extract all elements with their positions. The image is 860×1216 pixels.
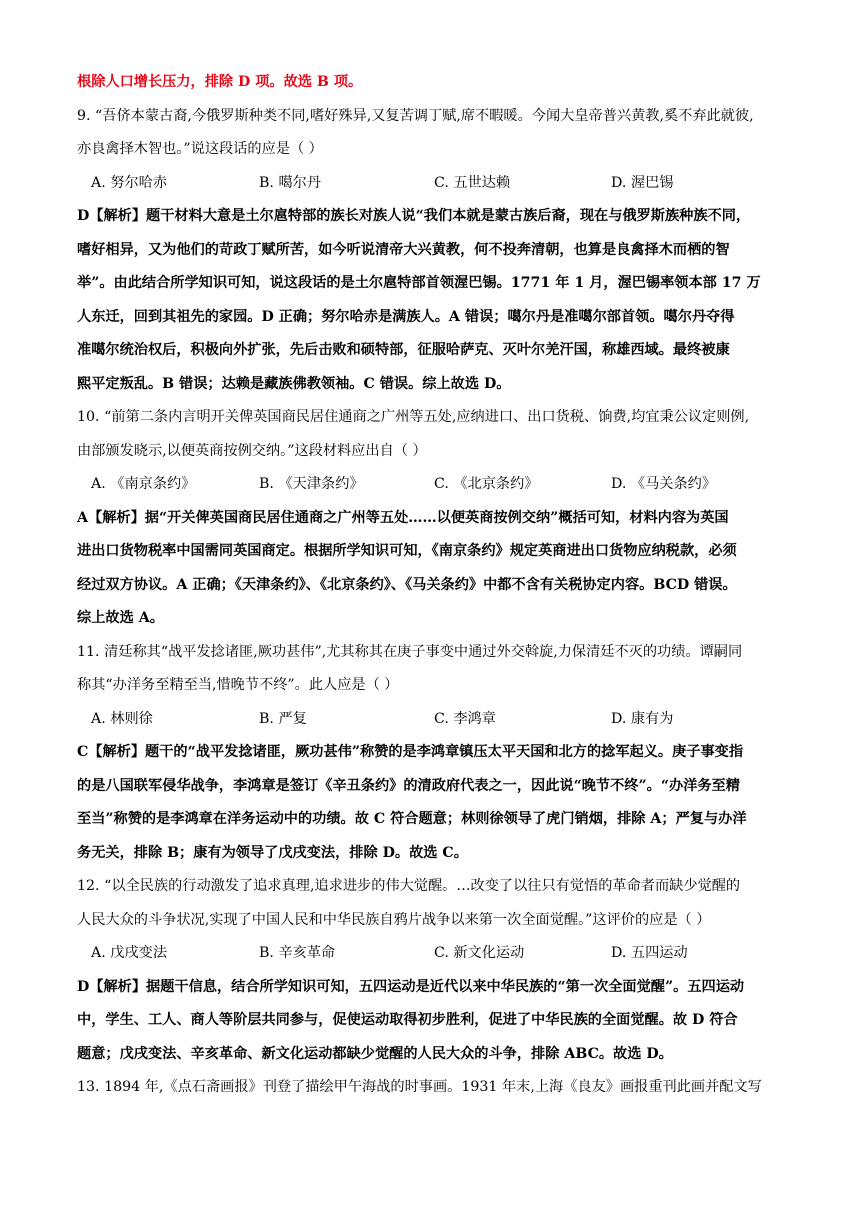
question-text-line: 11. 清廷称其“战平发捻诸匪,厥功甚伟”,尤其称其在庚子事变中通过外交斡旋,力保清廷不灭的功绩。谭嗣同 — [77, 643, 743, 660]
option-a: A. 林则徐 — [91, 710, 153, 727]
question-13-text-line: 13. 1894 年,《点石斋画报》刊登了描绘甲午海战的时事画。1931 年末,上海《良友》画报重刊此画并配文写 — [77, 1079, 762, 1095]
option-a: A. 戊戌变法 — [91, 945, 168, 961]
analysis-line: 人东迁，回到其祖先的家园。D 正确；努尔哈赤是满族人。A 错误；噶尔丹是准噶尔部首领。噶尔丹夺得 — [77, 308, 735, 325]
analysis-line: 至当”称赞的是李鸿章在洋务运动中的功绩。故 C 符合题意；林则徐领导了虎门销烟，排除 A；严复与办洋 — [77, 811, 747, 827]
analysis-line: A【解析】据“开关俾英国商民居住通商之广州等五处……以便英商按例交纳”概括可知，材料内容为英国 — [77, 509, 729, 526]
options-row — [77, 703, 789, 737]
question-text-line: 亦良禽择木智也。”说这段话的应是（ ） — [77, 141, 323, 157]
question-text-line: 12. “以全民族的行动激发了追求真理,追求进步的伟大觉醒。…改变了以往只有觉悟的革命者而缺少觉醒的 — [77, 878, 741, 894]
question-text-line: 称其“办洋务至精至当,惜晚节不终”。此人应是（ ） — [77, 677, 399, 693]
analysis-line: C【解析】题干的“战平发捻诸匪，厥功甚伟”称赞的是李鸿章镇压太平天国和北方的捻军起义。庚子事变指 — [77, 744, 744, 760]
option-c: C. 李鸿章 — [434, 710, 496, 727]
option-b: B. 辛亥革命 — [259, 945, 336, 961]
analysis-continuation: 根除人口增长压力，排除 D 项。故选 B 项。 — [77, 74, 363, 90]
analysis-line: 熙平定叛乱。B 错误；达赖是藏族佛教领袖。C 错误。综上故选 D。 — [77, 375, 511, 392]
option-a: A. 努尔哈赤 — [91, 174, 168, 191]
question-11 — [77, 636, 789, 871]
option-d: D. 五四运动 — [611, 945, 688, 961]
options-row — [77, 468, 789, 502]
option-c: C. 新文化运动 — [434, 945, 525, 961]
analysis-line: 中，学生、工人、商人等阶层共同参与，促使运动取得初步胜利，促进了中华民族的全面觉醒。故 D 符合 — [77, 1012, 738, 1028]
analysis-line: D【解析】题干材料大意是土尔扈特部的族长对族人说“我们本就是蒙古族后裔，现在与俄罗斯族种族不同， — [77, 208, 751, 224]
option-c: C. 《北京条约》 — [434, 476, 539, 492]
option-b: B. 《天津条约》 — [259, 476, 364, 492]
question-12 — [77, 870, 789, 1071]
option-b: B. 噶尔丹 — [259, 174, 322, 191]
analysis-line: 务无关，排除 B；康有为领导了戊戌变法，排除 D。故选 C。 — [77, 844, 468, 861]
option-a: A. 《南京条约》 — [91, 476, 196, 492]
analysis-line: 的是八国联军侵华战争，李鸿章是签订《辛丑条约》的清政府代表之一，因此说“晚节不终”。“办洋务至精 — [77, 777, 740, 794]
analysis-line: 准噶尔统治权后，积极向外扩张，先后击败和硕特部，征服哈萨克、灭叶尔羌汗国，称雄西域。最终被康 — [77, 342, 730, 358]
analysis-line: D【解析】据题干信息，结合所学知识可知，五四运动是近代以来中华民族的“第一次全面觉醒”。五四运动 — [77, 978, 745, 995]
option-c: C. 五世达赖 — [434, 174, 511, 191]
question-10 — [77, 401, 789, 636]
analysis-line: 经过双方协议。A 正确；《天津条约》、《北京条约》、《马关条约》中都不含有关税协定内容。BCD 错误。 — [77, 576, 737, 593]
analysis-line: 举”。由此结合所学知识可知，说这段话的是土尔扈特部首领渥巴锡。1771 年 1 月，渥巴锡率领本部 17 万 — [77, 275, 761, 291]
option-d: D. 《马关条约》 — [611, 476, 717, 492]
question-9 — [77, 100, 789, 402]
option-d: D. 康有为 — [611, 710, 674, 727]
options-row — [77, 167, 789, 201]
analysis-line: 进出口货物税率中国需同英国商定。根据所学知识可知，《南京条约》规定英商进出口货物应纳税款，必须 — [77, 543, 737, 559]
option-b: B. 严复 — [259, 710, 307, 727]
options-row — [77, 937, 789, 971]
question-text-line: 由部颁发晓示,以便英商按例交纳。”这段材料应出自（ ） — [77, 442, 427, 459]
document-page — [77, 66, 789, 1105]
option-d: D. 渥巴锡 — [611, 174, 674, 191]
question-text-line: 10. “前第二条内言明开关俾英国商民居住通商之广州等五处,应纳进口、出口货税、饷费,均宜秉公议定则例, — [77, 409, 750, 425]
analysis-line: 综上故选 A。 — [77, 610, 164, 626]
question-text-line: 9. “吾侪本蒙古裔,今俄罗斯种类不同,嗜好殊异,又复苦调丁赋,席不暇暖。今闻大皇帝普兴黄教,奚不弃此就彼, — [77, 107, 754, 124]
analysis-line: 题意；戊戌变法、辛亥革命、新文化运动都缺少觉醒的人民大众的斗争，排除 ABC。故选 D。 — [77, 1045, 673, 1062]
question-text-line: 人民大众的斗争状况,实现了中国人民和中华民族自鸦片战争以来第一次全面觉醒。”这评价的应是（ ） — [77, 911, 711, 928]
analysis-line: 嗜好相异，又为他们的苛政丁赋所苦，如今听说清帝大兴黄教，何不投奔清朝，也算是良禽择木而栖的智 — [77, 241, 730, 258]
